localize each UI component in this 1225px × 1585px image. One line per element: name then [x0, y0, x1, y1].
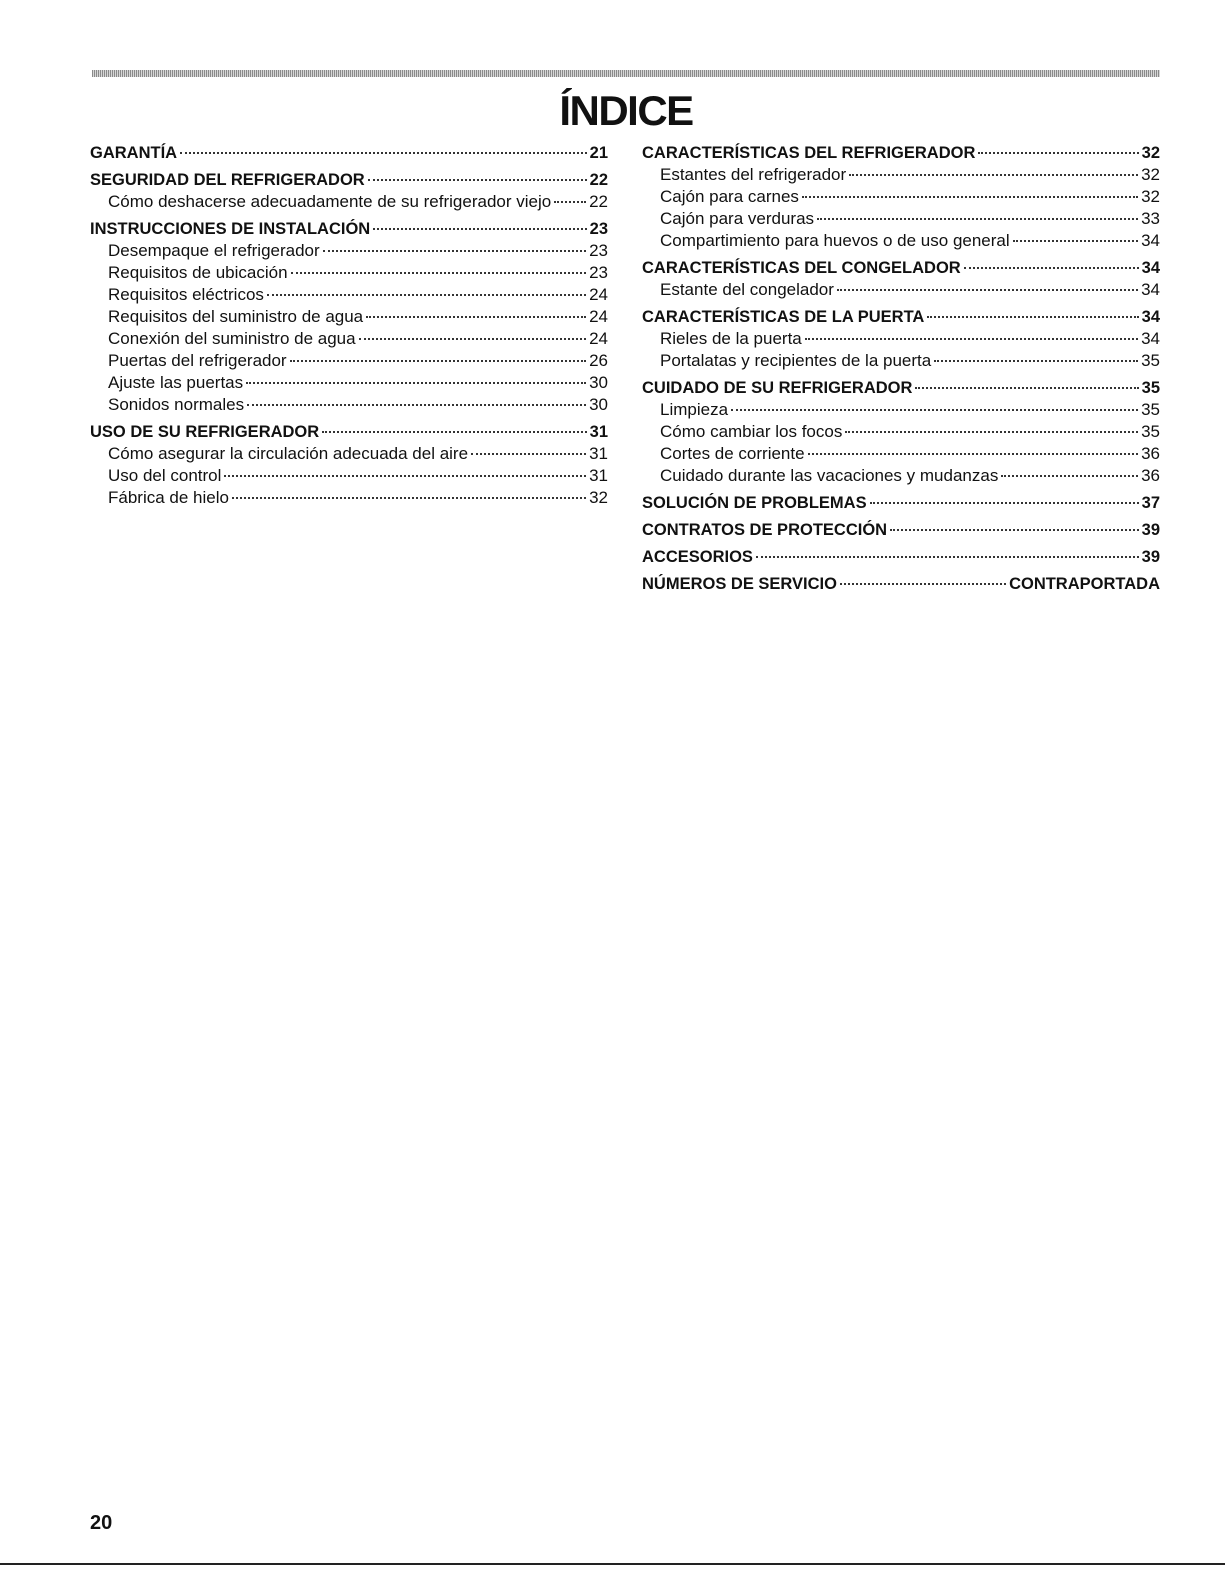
toc-entry-label: SOLUCIÓN DE PROBLEMAS	[642, 494, 867, 512]
dot-leader	[890, 529, 1139, 531]
toc-entry-label: Requisitos eléctricos	[108, 285, 264, 304]
dot-leader	[870, 502, 1139, 504]
toc-subentry[interactable]	[90, 262, 608, 284]
dot-leader	[554, 201, 586, 203]
toc-subentry[interactable]	[90, 350, 608, 372]
toc-entry-page: 30	[589, 373, 608, 392]
toc-entry-label: NÚMEROS DE SERVICIO	[642, 575, 837, 593]
toc-entry-page: 24	[589, 329, 608, 348]
toc-entry-page: 32	[589, 488, 608, 507]
dot-leader	[368, 179, 587, 181]
toc-subentry[interactable]	[642, 208, 1160, 230]
toc-entry-page: 34	[1141, 329, 1160, 348]
toc-entry[interactable]	[90, 218, 608, 240]
toc-entry-label: Cortes de corriente	[660, 444, 805, 463]
toc-entry-label: Limpieza	[660, 400, 729, 419]
page-number: 20	[90, 1512, 113, 1534]
toc-entry-page: 31	[589, 444, 608, 463]
toc-entry-label: Cómo cambiar los focos	[660, 422, 843, 441]
toc-entry-label: Cómo deshacerse adecuadamente de su refrigerador viejo	[108, 192, 552, 211]
dot-leader	[246, 382, 586, 384]
toc-entry-page: 34	[1141, 231, 1160, 250]
toc-entry-label: Conexión del suministro de agua	[108, 329, 356, 348]
toc-subentry[interactable]	[90, 394, 608, 416]
dot-leader	[291, 272, 587, 274]
toc-entry-page: 35	[1141, 351, 1160, 370]
toc-entry-page: 24	[589, 307, 608, 326]
toc-entry[interactable]	[642, 573, 1160, 595]
toc-entry[interactable]	[642, 306, 1160, 328]
toc-subentry[interactable]	[90, 372, 608, 394]
dot-leader	[267, 294, 586, 296]
toc-subentry[interactable]	[642, 186, 1160, 208]
dot-leader	[1013, 240, 1138, 242]
toc-entry-page: 37	[1141, 494, 1160, 512]
toc-entry-label: Requisitos del suministro de agua	[108, 307, 364, 326]
dot-leader	[964, 267, 1139, 269]
dot-leader	[845, 431, 1138, 433]
toc-entry-label: CARACTERÍSTICAS DEL REFRIGERADOR	[642, 144, 976, 162]
dot-leader	[808, 453, 1139, 455]
dot-leader	[731, 409, 1138, 411]
toc-entry-page: 26	[589, 351, 608, 370]
toc-entry[interactable]	[90, 421, 608, 443]
toc-entry-label: CONTRATOS DE PROTECCIÓN	[642, 521, 888, 539]
toc-entry[interactable]	[642, 142, 1160, 164]
toc-entry-label: Cajón para verduras	[660, 209, 815, 228]
dot-leader	[802, 196, 1138, 198]
dot-leader	[359, 338, 586, 340]
toc-entry-page: 23	[589, 220, 608, 238]
bottom-divider	[0, 1563, 1225, 1565]
toc-entry-label: Requisitos de ubicación	[108, 263, 288, 282]
toc-entry-page: 22	[589, 192, 608, 211]
toc-entry-page: 34	[1141, 259, 1160, 277]
dot-leader	[322, 431, 586, 433]
toc-subentry[interactable]	[90, 328, 608, 350]
toc-entry-label: Cajón para carnes	[660, 187, 799, 206]
toc-entry-label: ACCESORIOS	[642, 548, 753, 566]
toc-entry-page: 34	[1141, 308, 1160, 326]
toc-entry-label: CUIDADO DE SU REFRIGERADOR	[642, 379, 913, 397]
toc-entry-label: CARACTERÍSTICAS DEL CONGELADOR	[642, 259, 961, 277]
toc-subentry[interactable]	[642, 465, 1160, 487]
toc-entry-label: Portalatas y recipientes de la puerta	[660, 351, 932, 370]
top-divider	[92, 70, 1160, 77]
page-title: ÍNDICE	[559, 87, 693, 134]
dot-leader	[180, 152, 587, 154]
toc-entry-page: 22	[589, 171, 608, 189]
dot-leader	[366, 316, 586, 318]
toc-entry-page: 31	[589, 466, 608, 485]
toc-entry-label: Puertas del refrigerador	[108, 351, 287, 370]
toc-entry-page: CONTRAPORTADA	[1009, 575, 1160, 593]
toc-entry-page: 35	[1141, 379, 1160, 397]
toc-column-right	[642, 142, 1160, 595]
toc-entry-page: 36	[1141, 466, 1160, 485]
dot-leader	[290, 360, 586, 362]
toc-entry-label: SEGURIDAD DEL REFRIGERADOR	[90, 171, 365, 189]
dot-leader	[915, 387, 1138, 389]
toc-column-left	[90, 142, 608, 509]
toc-entry-page: 35	[1141, 400, 1160, 419]
toc-entry-page: 24	[589, 285, 608, 304]
toc-entry-label: Compartimiento para huevos o de uso general	[660, 231, 1010, 250]
dot-leader	[837, 289, 1138, 291]
dot-leader	[1001, 475, 1138, 477]
toc-subentry[interactable]	[90, 306, 608, 328]
toc-subentry[interactable]	[90, 284, 608, 306]
dot-leader	[471, 453, 586, 455]
dot-leader	[805, 338, 1138, 340]
toc-subentry[interactable]	[90, 443, 608, 465]
toc-entry[interactable]	[642, 519, 1160, 541]
toc-entry-label: Uso del control	[108, 466, 222, 485]
toc-entry-page: 39	[1141, 521, 1160, 539]
dot-leader	[247, 404, 586, 406]
toc-entry-label: Fábrica de hielo	[108, 488, 229, 507]
dot-leader	[323, 250, 586, 252]
toc-entry[interactable]	[642, 257, 1160, 279]
toc-entry[interactable]	[642, 377, 1160, 399]
toc-entry-page: 32	[1141, 144, 1160, 162]
dot-leader	[224, 475, 586, 477]
dot-leader	[927, 316, 1138, 318]
toc-subentry[interactable]	[642, 328, 1160, 350]
toc-entry-page: 39	[1141, 548, 1160, 566]
toc-entry[interactable]	[642, 546, 1160, 568]
dot-leader	[232, 497, 586, 499]
toc-entry-page: 23	[589, 241, 608, 260]
toc-entry-page: 34	[1141, 280, 1160, 299]
toc-subentry[interactable]	[90, 465, 608, 487]
toc-subentry[interactable]	[642, 164, 1160, 186]
toc-subentry[interactable]	[642, 399, 1160, 421]
toc-entry-label: Rieles de la puerta	[660, 329, 802, 348]
toc-entry[interactable]	[90, 142, 608, 164]
toc-subentry[interactable]	[642, 279, 1160, 301]
toc-subentry[interactable]	[642, 350, 1160, 372]
dot-leader	[849, 174, 1138, 176]
toc-subentry[interactable]	[642, 230, 1160, 252]
toc-entry-label: Estante del congelador	[660, 280, 834, 299]
toc-subentry[interactable]	[642, 421, 1160, 443]
toc-entry-label: Desempaque el refrigerador	[108, 241, 320, 260]
toc-entry-page: 31	[589, 423, 608, 441]
dot-leader	[756, 556, 1139, 558]
dot-leader	[934, 360, 1138, 362]
toc-entry-page: 23	[589, 263, 608, 282]
toc-entry-label: Sonidos normales	[108, 395, 245, 414]
toc-subentry[interactable]	[90, 487, 608, 509]
toc-entry-page: 21	[589, 144, 608, 162]
toc-subentry[interactable]	[642, 443, 1160, 465]
toc-subentry[interactable]	[90, 191, 608, 213]
dot-leader	[373, 228, 586, 230]
toc-entry-page: 36	[1141, 444, 1160, 463]
toc-entry-label: USO DE SU REFRIGERADOR	[90, 423, 320, 441]
toc-entry-label: CARACTERÍSTICAS DE LA PUERTA	[642, 308, 925, 326]
toc-subentry[interactable]	[90, 240, 608, 262]
dot-leader	[817, 218, 1138, 220]
toc-entry-label: Ajuste las puertas	[108, 373, 244, 392]
toc-entry-label: Estantes del refrigerador	[660, 165, 847, 184]
toc-entry-page: 32	[1141, 187, 1160, 206]
toc-entry-page: 33	[1141, 209, 1160, 228]
toc-entry-label: Cómo asegurar la circulación adecuada del aire	[108, 444, 469, 463]
toc-entry-label: Cuidado durante las vacaciones y mudanzas	[660, 466, 999, 485]
toc-entry-label: INSTRUCCIONES DE INSTALACIÓN	[90, 220, 371, 238]
toc-entry-label: GARANTÍA	[90, 144, 178, 162]
dot-leader	[978, 152, 1138, 154]
toc-entry[interactable]	[642, 492, 1160, 514]
dot-leader	[840, 583, 1006, 585]
toc-entry-page: 35	[1141, 422, 1160, 441]
toc-entry-page: 30	[589, 395, 608, 414]
toc-entry-page: 32	[1141, 165, 1160, 184]
toc-entry[interactable]	[90, 169, 608, 191]
